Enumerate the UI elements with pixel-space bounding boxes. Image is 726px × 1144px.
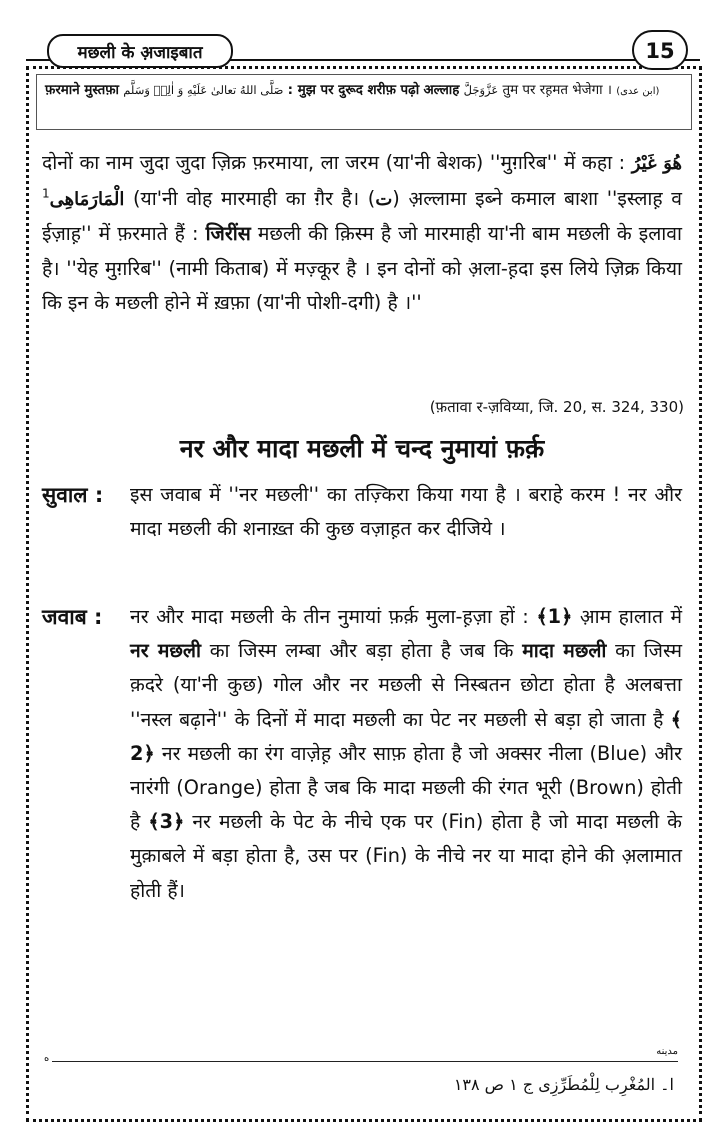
- farman-source: (ابن عدی): [616, 86, 660, 97]
- point2-text: नर मछली का रंग वाज़ेह़ और साफ़ होता है जो अक्सर नीला (Blue) और नारंगी (Orange) होता है जब कि मादा मछली की रंगत भूरी (Brown) होती है: [130, 741, 682, 834]
- point-marker-3: ﴾3﴿: [148, 810, 185, 834]
- arabic-quote: هُوَ غَيْرُ الْمَارَمَاهِی: [49, 153, 682, 210]
- answer-text: [130, 600, 682, 908]
- farman-arabic-salutation: صَلَّى اللهُ تعالىٰ عَلَيْهِ وَ اٰلِهٖ وَسَلَّم: [123, 83, 284, 97]
- footer-label-right: مدينه: [653, 1046, 678, 1057]
- answer-intro: नर और मादा मछली के तीन नुमायां फ़र्क़ मुला-ह़ज़ा हों :: [130, 605, 529, 628]
- answer-block: [42, 600, 682, 908]
- footer-label-left: ه: [44, 1053, 52, 1064]
- point1-male-fish: नर मछली: [130, 639, 202, 663]
- footnote-text: ا۔ المُغْرِب لِلْمُطَرِّزِی ج ١ ص ١٣٨: [453, 1075, 674, 1094]
- paragraph-part1: दोनों का नाम जुदा जुदा ज़िक्र फ़रमाया, ला जरम (या'नी बेशक) ''मुग़रिब'' में कहा :: [42, 151, 626, 174]
- section-heading: नर और मादा मछली में चन्द नुमायां फ़र्क़: [179, 434, 545, 463]
- point1-female-fish: मादा मछली: [522, 639, 607, 663]
- main-paragraph: दोनों का नाम जुदा जुदा ज़िक्र फ़रमाया, ला जरम (या'नी बेशक) ''मुग़रिब'' में कहा : هُوَ غَيْرُ الْمَارَمَاهِی$^1$ (या'नी वोह मारमाही का ग़ैर है। (ت) अ़ल्लामा इब्ने कमाल बाशा ''इस्लाह़ व ईज़ाह़'' में फ़रमाते हैं : जिरींस मछली की क़िस्म है जो मारमाही या'नी बाम मछली के इलावा है। ''येह मुग़रिब'' (नामी किताब) में मज़्कूर है । इन दोनों को अ़ला-ह़दा इस लिये ज़िक्र किया कि इन के मछली होने में ख़फ़ा (या'नी पोशी-दगी) है ।'': [42, 151, 683, 314]
- point1-c: का जिस्म लम्बा और बड़ा होता है जब कि: [209, 639, 514, 663]
- citation: (फ़तावा र-ज़विय्या, जि. 20, स. 324, 330): [429, 398, 684, 416]
- bold-term-jirins: जिरींस: [205, 222, 251, 245]
- point-marker-2: ﴾2﴿: [130, 707, 682, 765]
- question-text: इस जवाब में ''नर मछली'' का तज़्किरा किया गया है । बराहे करम ! नर और मादा मछली की शनाख़्त की कुछ वज़ाह़त कर दीजिये ।: [130, 483, 682, 541]
- point-marker-1: ﴾1﴿: [536, 605, 573, 628]
- book-title: मछली के अ़जाइबात: [47, 34, 233, 68]
- footnote-rule: [48, 1061, 678, 1062]
- ta-abbrev: ت: [375, 188, 393, 210]
- paragraph-part3: ) अ़ल्लामा इब्ने कमाल बाशा ''इस्लाह़ व ईज़ाह़'' में फ़रमाते हैं :: [42, 186, 682, 245]
- farman-arabic-azza: عَزَّوَجَلَّ: [463, 83, 499, 97]
- paragraph-part2: (या'नी वोह मारमाही का ग़ैर है।: [133, 186, 360, 210]
- footnote-marker: 1: [42, 186, 50, 201]
- answer-label: जवाब :: [42, 605, 103, 629]
- point1-e: का जिस्म क़दरे (या'नी कुछ) गोल और नर मछली से निस्बतन छोटा होता है अलबत्ता ''नस्ल बढ़ाने'' के दिनों में मादा मछली का पेट नर मछली से बड़ा हो जाता है: [130, 639, 683, 731]
- question-label: सुवाल :: [42, 483, 104, 507]
- point1-a: आ़म हालात में: [579, 605, 683, 628]
- farman-box: [36, 74, 692, 130]
- question-block: [42, 478, 682, 546]
- paragraph-part4: मछली की क़िस्म है जो मारमाही या'नी बाम मछली के इलावा है। ''येह मुग़रिब'' (नामी किताब) में मज़्कूर है । इन दोनों को अ़ला-ह़दा इस लिये ज़िक्र किया कि इन के मछली होने में ख़फ़ा (या'नी पोशी-दगी) है ।'': [42, 222, 683, 314]
- page-number: 15: [632, 30, 688, 70]
- point3-text: नर मछली के पेट के नीचे एक पर (Fin) होता है जो मादा मछली के मुक़ाबले में बड़ा होता है, उस पर (Fin) के नीचे नर या मादा होने की अ़लामात होती हैं।: [130, 810, 682, 902]
- farman-text-before: : मुझ पर दुरूद शरीफ़ पढ़ो: [287, 83, 420, 98]
- farman-text-after: तुम पर रह़मत भेजेगा ।: [502, 83, 612, 98]
- farman-label: फ़रमाने मुस्तफ़ा: [45, 83, 120, 98]
- farman-allah: अल्लाह: [423, 83, 460, 98]
